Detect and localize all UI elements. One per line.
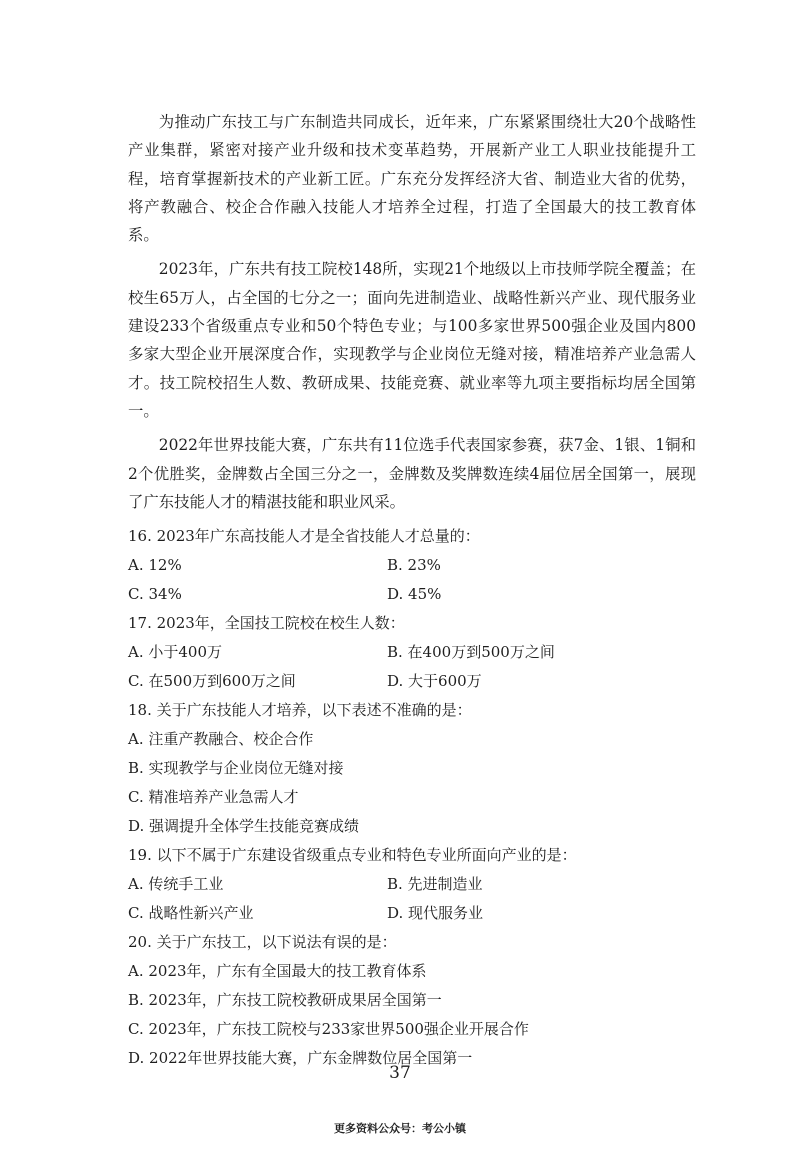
question-16-options-row-1 (128, 551, 696, 580)
question-20-option-c: C. 2023年，广东技工院校与233家世界500强企业开展合作 (128, 1020, 529, 1039)
question-20-option-d: D. 2022年世界技能大赛，广东金牌数位居全国第一 (128, 1049, 473, 1068)
question-20-title: 20. 关于广东技工，以下说法有误的是： (128, 933, 397, 952)
passage-paragraph-2: 2023年，广东共有技工院校148所，实现21个地级以上市技师学院全覆盖；在校生65万人，占全国的七分之一；面向先进制造业、战略性新兴产业、现代服务业建设233个省级重点专业和50个特色专业；与100多家世界500强企业及国内800多家大型企业开展深度合作，实现教学与企业岗位无缝对接，精准培养产业急需人才。技工院校招生人数、教研成果、技能竞赛、就业率等九项主要指标均居全国第一。 (128, 260, 696, 420)
question-19-option-d: D. 现代服务业 (387, 904, 484, 923)
question-16 (128, 522, 696, 609)
question-19 (128, 841, 696, 928)
question-16-title: 16. 2023年广东高技能人才是全省技能人才总量的： (128, 527, 480, 546)
question-18-title: 18. 关于广东技能人才培养，以下表述不准确的是： (128, 701, 472, 720)
question-16-option-a: A. 12% (128, 556, 182, 575)
question-16-option-b: B. 23% (387, 556, 441, 575)
question-20-option-a: A. 2023年，广东有全国最大的技工教育体系 (128, 962, 427, 981)
question-17-title: 17. 2023年，全国技工院校在校生人数： (128, 614, 405, 633)
question-20 (128, 928, 696, 1073)
question-19-title: 19. 以下不属于广东建设省级重点专业和特色专业所面向产业的是： (128, 846, 577, 865)
question-19-option-c: C. 战略性新兴产业 (128, 904, 254, 923)
question-18-option-d: D. 强调提升全体学生技能竞赛成绩 (128, 817, 360, 836)
passage-paragraph-3: 2022年世界技能大赛，广东共有11位选手代表国家参赛，获7金、1银、1铜和2个优胜奖，金牌数占全国三分之一，金牌数及奖牌数连续4届位居全国第一，展现了广东技能人才的精湛技能和职业风采。 (128, 436, 696, 511)
question-18-option-a: A. 注重产教融合、校企合作 (128, 730, 314, 749)
question-17-options-row-1 (128, 638, 696, 667)
question-17-option-a: A. 小于400万 (128, 643, 222, 662)
passage-paragraph-1: 为推动广东技工与广东制造共同成长，近年来，广东紧紧围绕壮大20个战略性产业集群，紧密对接产业升级和技术变革趋势，开展新产业工人职业技能提升工程，培育掌握新技术的产业新工匠。广东充分发挥经济大省、制造业大省的优势，将产教融合、校企合作融入技能人才培养全过程，打造了全国最大的技工教育体系。 (128, 113, 696, 245)
question-16-option-c: C. 34% (128, 585, 182, 604)
question-17-option-b: B. 在400万到500万之间 (387, 643, 555, 662)
question-19-options-row-2 (128, 899, 696, 928)
question-17-option-d: D. 大于600万 (387, 672, 482, 691)
footer-text: 更多资料公众号：考公小镇 (334, 1122, 466, 1135)
question-19-options-row-1 (128, 870, 696, 899)
question-17 (128, 609, 696, 696)
question-19-option-b: B. 先进制造业 (387, 875, 483, 894)
document-body (128, 108, 696, 1073)
question-16-options-row-2 (128, 580, 696, 609)
question-16-option-d: D. 45% (387, 585, 442, 604)
question-18-option-c: C. 精准培养产业急需人才 (128, 788, 299, 807)
page-number: 37 (389, 1063, 411, 1083)
question-17-options-row-2 (128, 667, 696, 696)
question-17-option-c: C. 在500万到600万之间 (128, 672, 296, 691)
question-19-option-a: A. 传统手工业 (128, 875, 224, 894)
question-20-option-b: B. 2023年，广东技工院校教研成果居全国第一 (128, 991, 442, 1010)
question-18-option-b: B. 实现教学与企业岗位无缝对接 (128, 759, 344, 778)
question-18 (128, 696, 696, 841)
